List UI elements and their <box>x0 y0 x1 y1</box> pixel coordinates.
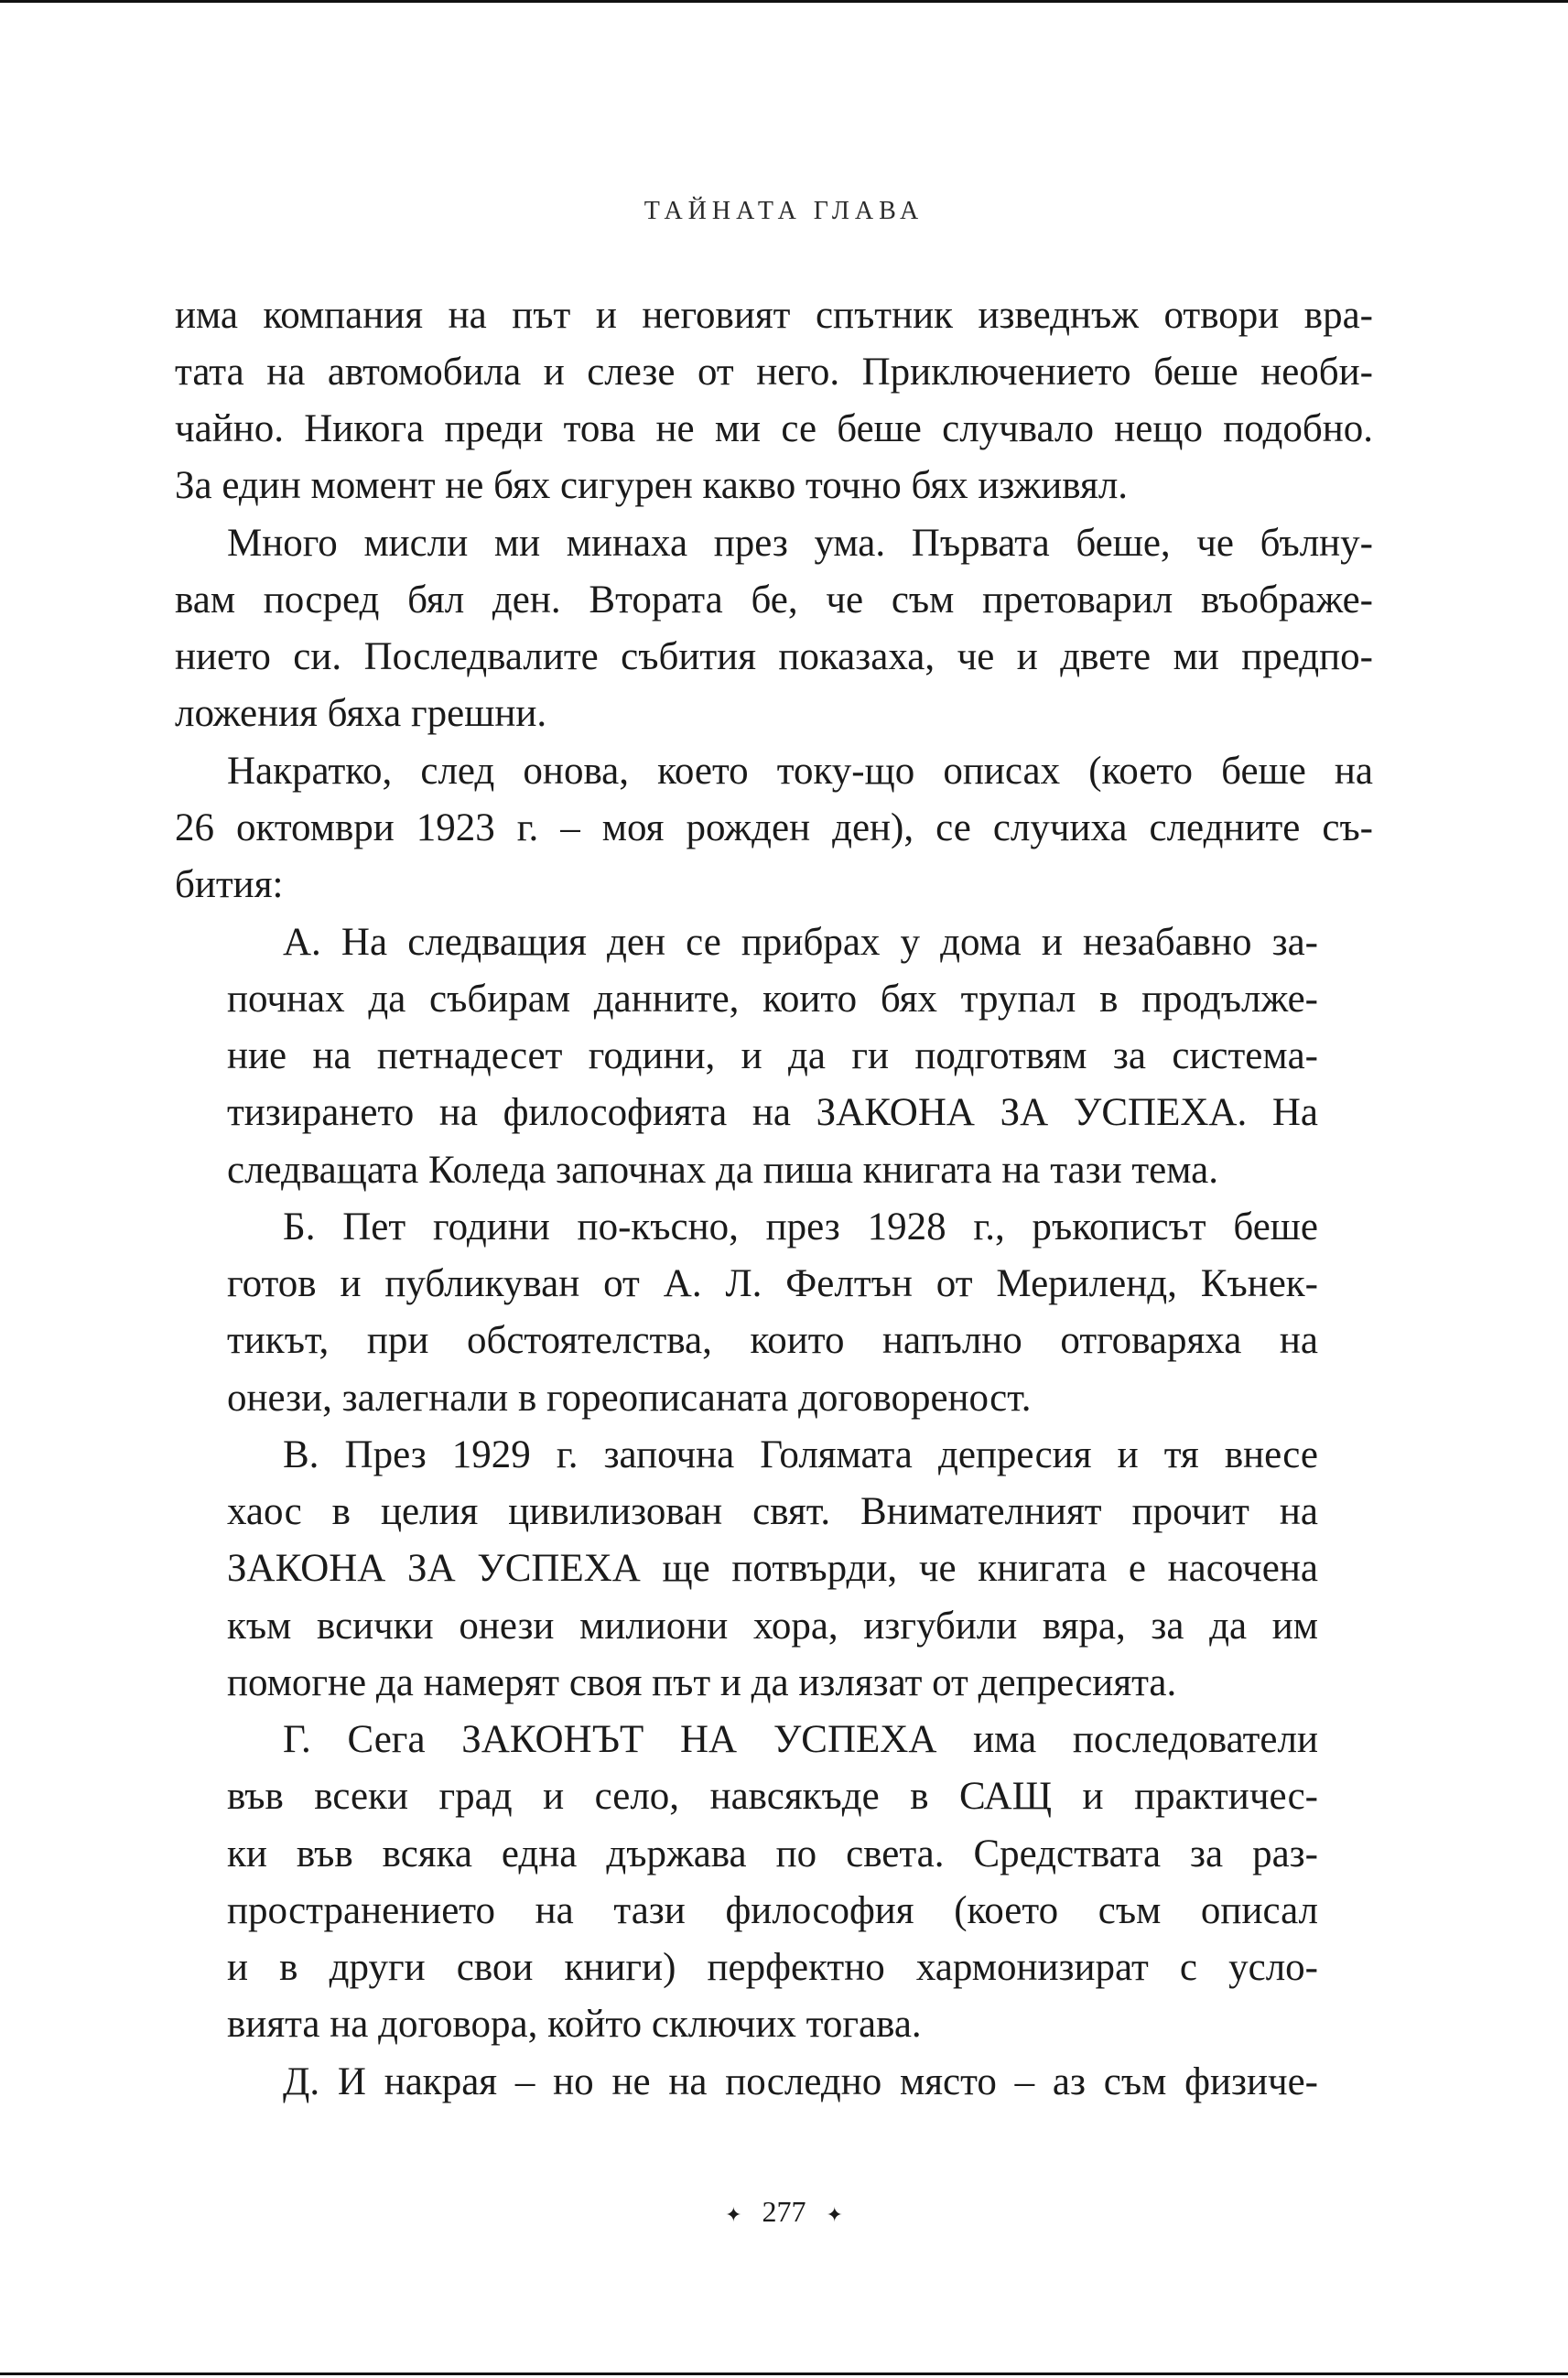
text-line: вията на договора, който сключих тогава. <box>227 2003 922 2046</box>
text-line: За един момент не бях сигурен какво точно бях изживял. <box>175 464 1129 507</box>
text-line: А. На следващия ден се прибрах у дома и незабавно за- <box>283 921 1318 964</box>
text-line: хаос в целия цивилизован свят. Внимателният прочит на <box>227 1490 1318 1533</box>
star-ornament-icon: ✦ <box>725 2202 742 2226</box>
text-line: пространението на тази философия (което съм описал <box>227 1889 1318 1932</box>
text-line: Б. Пет години по-късно, през 1928 г., ръкописът беше <box>283 1205 1318 1248</box>
page-top-rule <box>0 0 1568 3</box>
text-line: Г. Сега ЗАКОНЪТ НА УСПЕХА има последователи <box>283 1718 1318 1761</box>
text-line: тизирането на философията на ЗАКОНА ЗА УСПЕХА. На <box>227 1091 1318 1134</box>
page-number: 277 <box>762 2195 806 2228</box>
text-line: и в други свои книги) перфектно хармонизират с усло- <box>227 1946 1318 1989</box>
text-line: В. През 1929 г. започна Голямата депресия и тя внесе <box>283 1433 1318 1476</box>
page-folio <box>0 2189 1568 2234</box>
text-line: има компания на път и неговият спътник изведнъж отвори вра- <box>175 294 1373 337</box>
text-line: Д. И накрая – но не на последно място – аз съм физиче- <box>283 2060 1318 2103</box>
text-line: във всеки град и село, навсякъде в САЩ и практичес- <box>227 1775 1318 1818</box>
text-line: онези, залегнали в гореописаната договореност. <box>227 1377 1032 1420</box>
text-line: ние на петнадесет години, и да ги подготвям за системa- <box>227 1034 1318 1077</box>
text-line: бития: <box>175 863 284 906</box>
text-line: Накратко, след онова, което току-що описах (което беше на <box>227 750 1373 793</box>
text-line: 26 октомври 1923 г. – моя рожден ден), се случиха следните съ- <box>175 806 1373 849</box>
text-line: вам посред бял ден. Втората бе, че съм претоварил въображе- <box>175 578 1373 622</box>
text-line: ки във всяка една държава по света. Средствата за раз- <box>227 1832 1318 1875</box>
text-line: следващата Коледа започнах да пиша книгата на тази тема. <box>227 1149 1219 1192</box>
text-line: Много мисли ми минаха през ума. Първата беше, че бълну- <box>227 522 1373 565</box>
star-ornament-icon: ✦ <box>826 2202 843 2226</box>
text-line: тикът, при обстоятелства, които напълно отговаряха на <box>227 1319 1318 1362</box>
running-head: ТАЙНАТА ГЛАВА <box>643 197 925 225</box>
text-line: почнах да събирам данните, които бях трупал в продълже- <box>227 978 1318 1021</box>
text-line: помогне да намерят своя път и да излязат от депресията. <box>227 1661 1177 1704</box>
text-line: ложения бяха грешни. <box>175 692 547 735</box>
text-line: към всички онези милиони хора, изгубили вяра, за да им <box>227 1605 1318 1648</box>
page-bottom-rule <box>0 2373 1568 2375</box>
text-line: тата на автомобила и слезе от него. Приключението беше необи- <box>175 351 1373 394</box>
text-line: чайно. Никога преди това не ми се беше случвало нещо подобно. <box>175 407 1373 450</box>
text-line: нието си. Последвалите събития показаха, че и двете ми предпо- <box>175 635 1373 678</box>
text-line: ЗАКОНА ЗА УСПЕХА ще потвърди, че книгата е насочена <box>227 1547 1318 1590</box>
text-line: готов и публикуван от А. Л. Фелтън от Мериленд, Кънек- <box>227 1262 1318 1305</box>
